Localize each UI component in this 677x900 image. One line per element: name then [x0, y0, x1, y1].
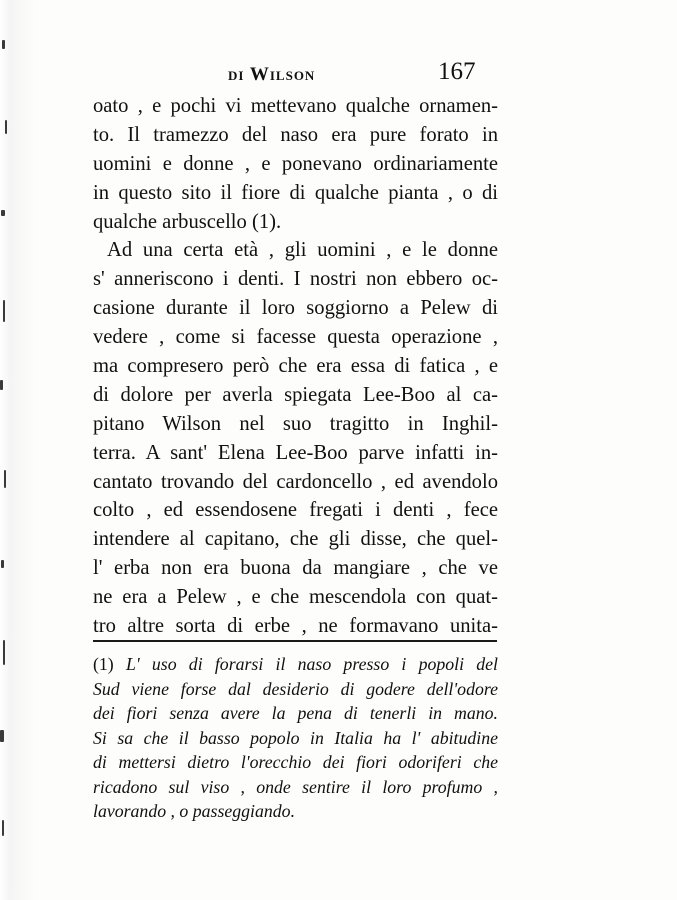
footnote-line: [93, 652, 498, 677]
text-line: terra. A sant' Elena Lee-Boo parve infatti in-: [93, 441, 498, 464]
text-line: cantato trovando del cardoncello , ed avendolo: [93, 470, 498, 493]
footnote: [93, 652, 498, 824]
text-line: ma compresero però che era essa di fatica , e: [93, 355, 498, 378]
footnote-text: L' uso di forarsi il naso presso i popoli del: [125, 654, 498, 674]
running-title: di Wilson: [228, 64, 316, 85]
footnote-line: ricadono sul viso , onde sentire il loro profumo ,: [93, 776, 498, 797]
text-line: to. Il tramezzo del naso era pure forato in: [93, 123, 498, 146]
text-line: di dolore per averla spiegata Lee-Boo al ca-: [93, 383, 498, 406]
text-line: qualche arbuscello (1).: [93, 210, 282, 233]
text-line: uomini e donne , e ponevano ordinariamente: [93, 152, 498, 175]
footnote-marker: (1): [93, 654, 114, 674]
text-line: tro altre sorta di erbe , ne formavano unita-: [93, 615, 498, 638]
page-header: [100, 58, 500, 92]
text-line: oato , e pochi vi mettevano qualche ornamen-: [93, 95, 498, 117]
page-number: 167: [438, 58, 476, 85]
text-line: casione durante il loro soggiorno a Pelew di: [93, 297, 498, 320]
text-line: s' anneriscono i denti. I nostri non ebbero oc-: [93, 268, 498, 291]
text-line: vedere , come si facesse questa operazione ,: [93, 326, 498, 349]
text-line: intendere al capitano, che gli disse, che quel-: [93, 528, 498, 551]
text-line: colto , ed essendosene fregati i denti , fece: [93, 499, 498, 522]
footnote-line: lavorando , o passeggiando.: [93, 801, 296, 821]
worn-page-edge: [0, 0, 34, 900]
main-text: [93, 92, 498, 641]
footnote-line: di mettersi dietro l'orecchio dei fiori odoriferi che: [93, 752, 498, 772]
text-line: pitano Wilson nel suo tragitto in Inghil-: [93, 412, 498, 435]
footnote-divider: [93, 640, 497, 642]
footnote-line: dei fiori senza avere la pena di tenerli in mano.: [93, 703, 498, 723]
text-line: Ad una certa età , gli uomini , e le donne: [107, 239, 498, 262]
text-line: in questo sito il fiore di qualche pianta , o di: [93, 181, 498, 204]
text-line: l' erba non era buona da mangiare , che ve: [93, 557, 498, 580]
footnote-line: Si sa che il basso popolo in Italia ha l' abitudine: [93, 727, 498, 748]
footnote-line: Sud viene forse dal desiderio di godere dell'odore: [93, 678, 498, 699]
text-line: ne era a Pelew , e che mescendola con quat-: [93, 586, 498, 609]
